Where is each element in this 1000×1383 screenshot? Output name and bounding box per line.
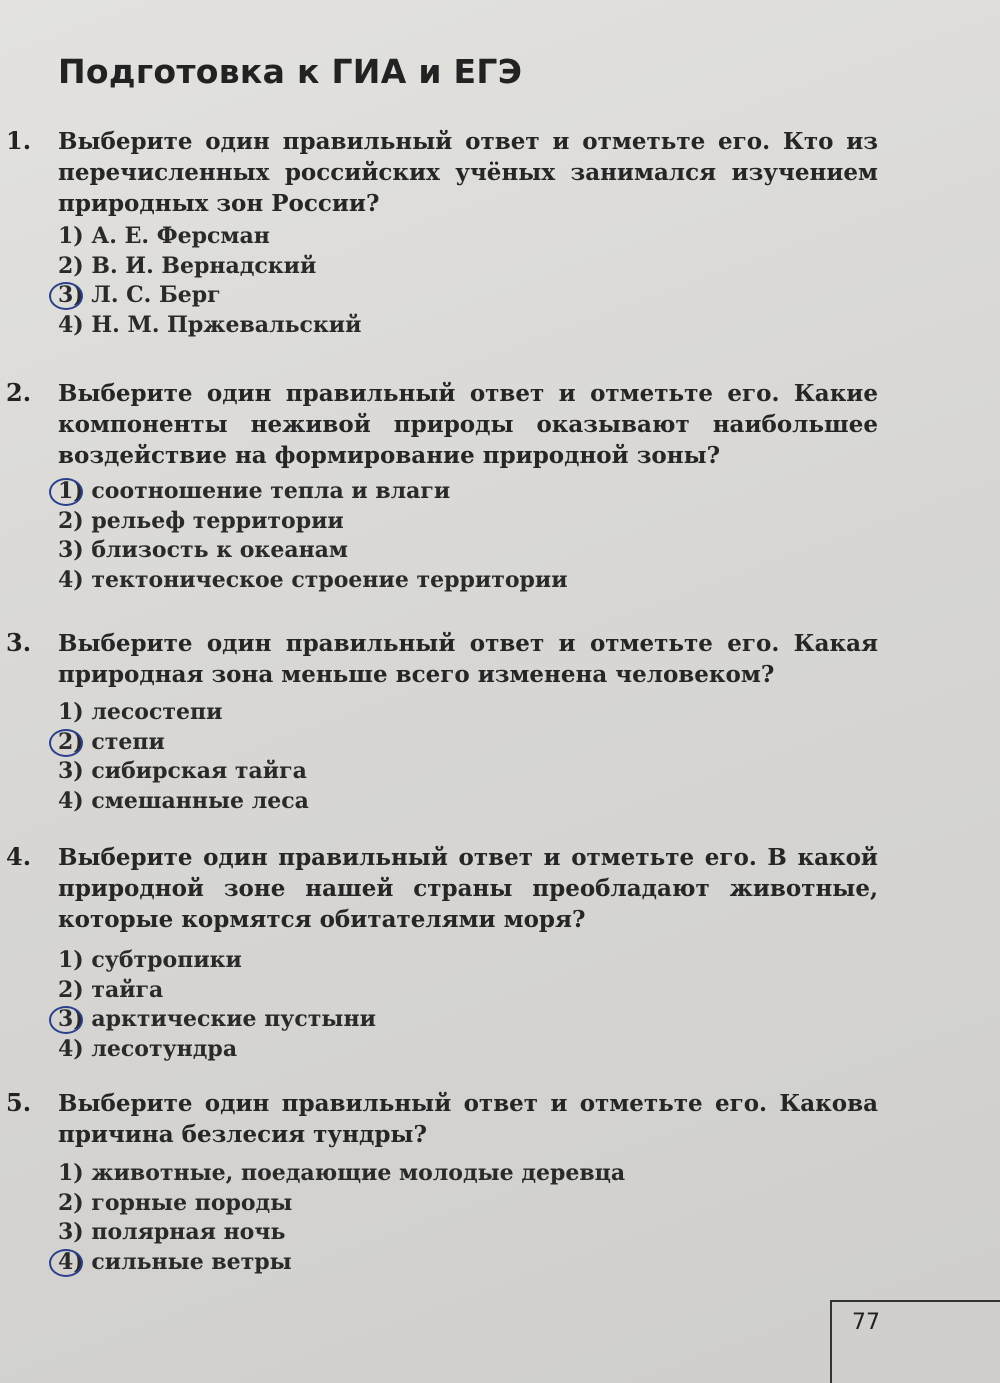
- answer-option[interactable]: [58, 222, 361, 252]
- answer-option[interactable]: [58, 698, 309, 728]
- answer-options: [58, 477, 568, 595]
- option-label: 1) соотношение тепла и влаги: [58, 478, 451, 504]
- question-number: 4.: [6, 842, 32, 871]
- question-text: Выберите один правильный ответ и отметьте его. Какова причина безлесия тундры?: [58, 1090, 878, 1148]
- section-heading: Подготовка к ГИА и ЕГЭ: [58, 52, 523, 91]
- option-label: 2) В. И. Вернадский: [58, 252, 317, 279]
- answer-option[interactable]: [58, 507, 568, 537]
- answer-option[interactable]: [58, 252, 361, 282]
- option-label: 3) Л. С. Берг: [58, 282, 221, 308]
- option-label: 1) лесостепи: [58, 699, 223, 725]
- option-label: 4) Н. М. Пржевальский: [58, 311, 362, 338]
- question-number: 1.: [6, 126, 32, 155]
- page-number: 77: [852, 1310, 880, 1335]
- question-text: Выберите один правильный ответ и отметьте его. Кто из перечисленных российских учёных занимался изучением природных зон России?: [58, 128, 878, 217]
- option-label: 2) рельеф территории: [58, 507, 344, 534]
- question-number: 2.: [6, 378, 32, 407]
- option-label: 4) смешанные леса: [58, 787, 309, 814]
- answer-option[interactable]: [58, 946, 376, 976]
- answer-options: [58, 1159, 625, 1277]
- option-label: 1) А. Е. Ферсман: [58, 223, 270, 249]
- question-number: 5.: [6, 1088, 32, 1117]
- answer-option[interactable]: [58, 757, 309, 787]
- option-label: 4) сильные ветры: [58, 1248, 292, 1275]
- answer-option[interactable]: [58, 1035, 376, 1065]
- option-label: 4) тектоническое строение территории: [58, 566, 568, 593]
- question-number: 3.: [6, 628, 32, 657]
- option-label: 2) горные породы: [58, 1189, 293, 1216]
- option-label: 4) лесотундра: [58, 1035, 238, 1062]
- answer-option-selected[interactable]: [58, 728, 309, 758]
- answer-option-selected[interactable]: [58, 1005, 376, 1035]
- answer-options: [58, 946, 376, 1064]
- answer-option[interactable]: [58, 1189, 625, 1219]
- answer-option[interactable]: [58, 1218, 625, 1248]
- option-label: 1) субтропики: [58, 947, 242, 973]
- option-label: 2) тайга: [58, 976, 164, 1003]
- answer-option[interactable]: [58, 566, 568, 596]
- option-label: 3) полярная ночь: [58, 1219, 286, 1245]
- answer-option[interactable]: [58, 311, 361, 341]
- answer-options: [58, 698, 309, 816]
- question-text: Выберите один правильный ответ и отметьте его. Какая природная зона меньше всего изменена человеком?: [58, 630, 878, 688]
- answer-option-selected[interactable]: [58, 281, 361, 311]
- option-label: 2) степи: [58, 728, 165, 755]
- answer-option[interactable]: [58, 1159, 625, 1189]
- option-label: 3) сибирская тайга: [58, 758, 307, 784]
- answer-option[interactable]: [58, 976, 376, 1006]
- answer-options: [58, 222, 361, 340]
- answer-option[interactable]: [58, 536, 568, 566]
- question-text: Выберите один правильный ответ и отметьте его. Какие компоненты неживой природы оказывают наибольшее воздействие на формирование природной зоны?: [58, 380, 878, 469]
- option-label: 3) арктические пустыни: [58, 1006, 376, 1032]
- question-text: Выберите один правильный ответ и отметьте его. В какой природной зоне нашей страны преобладают животные, которые кормятся обитателями моря?: [58, 844, 878, 933]
- answer-option-selected[interactable]: [58, 1248, 625, 1278]
- option-label: 1) животные, поедающие молодые деревца: [58, 1160, 626, 1186]
- option-label: 3) близость к океанам: [58, 537, 349, 563]
- answer-option-selected[interactable]: [58, 477, 568, 507]
- answer-option[interactable]: [58, 787, 309, 817]
